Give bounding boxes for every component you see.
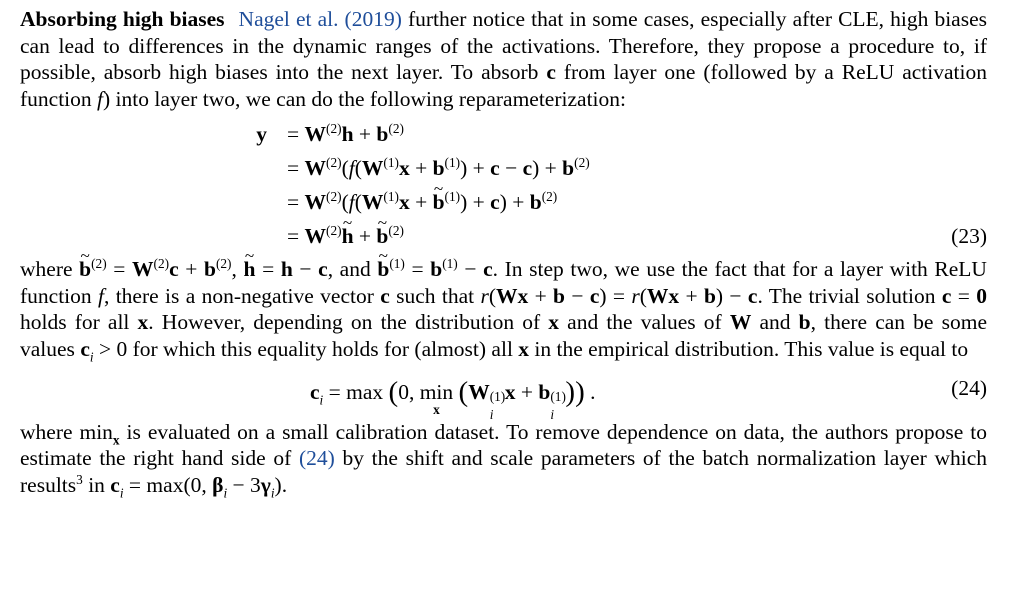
paragraph-relu-absorption: where ~ $b^{(2)} = W^{(2)}c + b^{(2)}$, ~ h = h − c, and ~ $b^{(1)} = b^{(1)} - c$. In step two, we use the fact that for a layer with ReLU function f, there is a non-negative vector c such that r(Wx + b − c) = r(Wx + b) − c. The trivial solution c = 0 holds for all x. However, depending on the distribution of x and the values of W and b, there can be some values $c_i > 0$ for which this equality holds for (almost) all x in the empirical distribution. This value is equal to	[20, 256, 987, 363]
equation-24-number: (24)	[951, 375, 987, 400]
citation-link[interactable]: Nagel et al. (2019)	[238, 7, 402, 31]
paragraph-calibration: where $\min_x$ is evaluated on a small calibration dataset. To remove dependence on data, the authors propose to estimate the right hand side of (24) by the shift and scale parameters of the batch normalization layer which results$^3$ in $c_i = \max(0$, $\beta_i - 3\gamma_i$).	[20, 419, 988, 501]
equation-23	[20, 119, 987, 252]
equation-23-number: (23)	[951, 223, 987, 248]
equation-23-line-1: y = $W^{(2)}h + b^{(2)}$	[256, 120, 404, 146]
equation-23-line-3: = $W^{(2)}(f(W^{(1)}x$ + ~ $b^{(1)}) + c) + b^{(2)}$	[20, 187, 987, 217]
paragraph-heading: Absorbing high biases	[20, 7, 225, 31]
equation-24-reference[interactable]: (24)	[298, 446, 335, 471]
equation-24-body: $c_i = \max (0$, min x (W (1) i x + b (1) i )) .	[310, 375, 596, 422]
paragraph-absorbing-high-biases: Absorbing high biases Nagel et al. (2019) further notice that in some cases, especially after CLE, high biases can lead to differences in the dynamic ranges of the activations. Therefore, they propose a procedure to, if possible, absorb high biases into the next layer. To absorb c from layer one (followed by a ReLU activation function f) into layer two, we can do the following reparameterization:	[20, 7, 987, 112]
equation-23-line-4: = $W^{(2)}\sim$ h + ~ $b^{(2)}$ (23)	[20, 221, 987, 251]
equation-24	[20, 368, 987, 422]
equation-23-line-2: = $W^{(2)}(f(W^{(1)}x + b^{(1)}) + c - c) + b^{(2)}$	[287, 154, 590, 180]
